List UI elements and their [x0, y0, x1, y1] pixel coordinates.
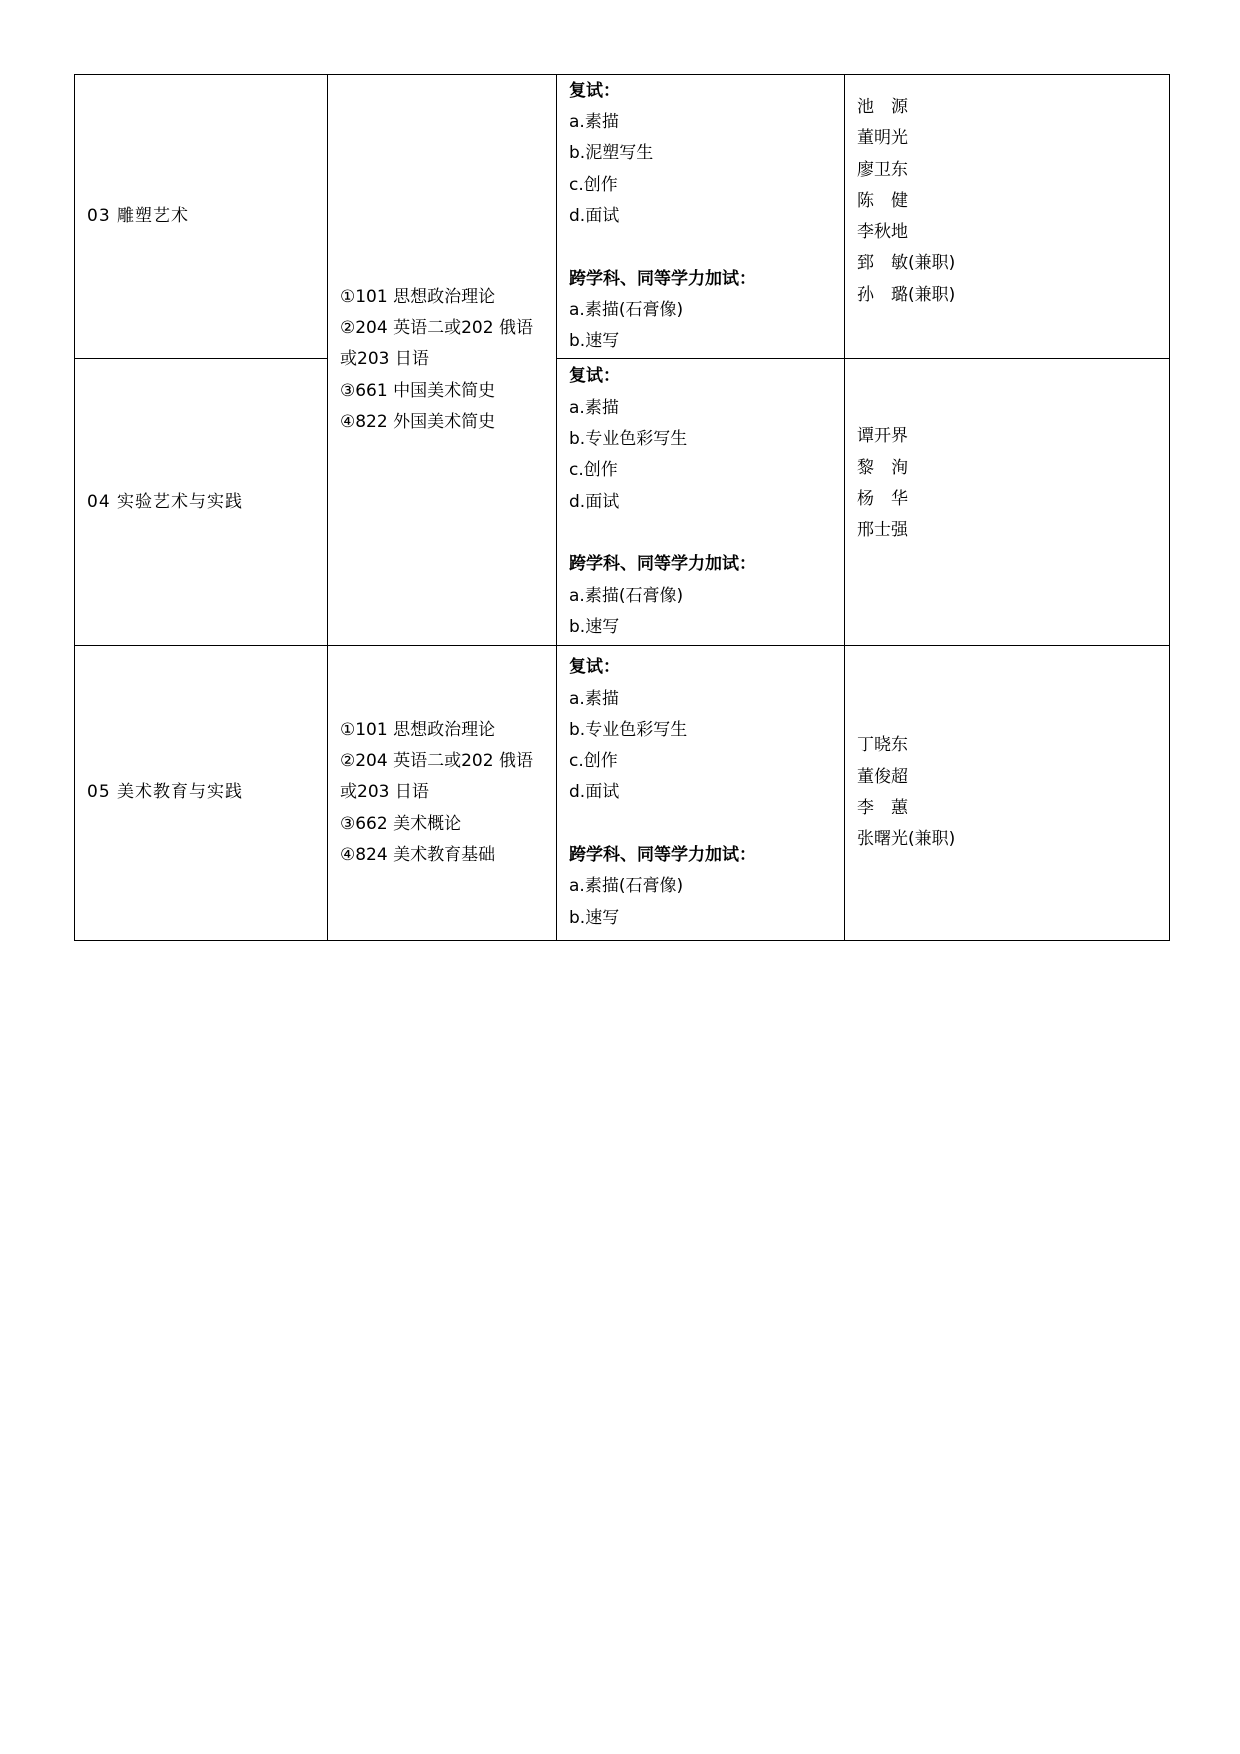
enrollment-table [74, 74, 1170, 941]
retest-item: d.面试 [569, 782, 620, 803]
advisor-name: 陈 健 [857, 190, 908, 211]
retest-item: b.泥塑写生 [569, 143, 654, 164]
advisors-cell [845, 646, 1170, 941]
exam-subject: ②204 英语二或202 俄语 [340, 751, 533, 772]
direction-label: 04 实验艺术与实践 [87, 491, 244, 512]
direction-cell [75, 75, 328, 359]
extra-test-item: a.素描(石膏像) [569, 299, 684, 320]
retest-item: c.创作 [569, 460, 618, 481]
exam-subject: 或203 日语 [340, 782, 429, 803]
extra-test-item: a.素描(石膏像) [569, 876, 684, 897]
retest-item: a.素描 [569, 688, 619, 709]
advisor-name: 池 源 [857, 97, 908, 117]
extra-test-title: 跨学科、同等学力加试： [569, 268, 756, 289]
extra-test-item: b.速写 [569, 331, 620, 352]
retest-item: b.专业色彩写生 [569, 429, 688, 450]
exam-subject: ②204 英语二或202 俄语 [340, 318, 533, 339]
exam-subject: ③662 美术概论 [340, 813, 462, 834]
exam-subjects-cell [328, 75, 557, 646]
advisor-name: 邢士强 [857, 520, 908, 541]
advisor-name: 廖卫东 [857, 159, 908, 180]
advisor-name: 谭开界 [857, 426, 908, 447]
retest-item: d.面试 [569, 491, 620, 512]
exam-subjects-cell [328, 646, 557, 941]
retest-item: c.创作 [569, 751, 618, 772]
direction-label: 03 雕塑艺术 [87, 206, 190, 227]
retest-title: 复试： [569, 366, 620, 387]
retest-item: c.创作 [569, 174, 618, 195]
advisors-cell [845, 75, 1170, 359]
table-row [75, 75, 1170, 359]
table-row [75, 646, 1170, 941]
retest-title: 复试： [569, 657, 620, 678]
exam-subject: ①101 思想政治理论 [340, 286, 496, 307]
exam-subject: ④822 外国美术简史 [340, 412, 496, 433]
retest-cell [557, 75, 845, 359]
advisor-name: 董俊超 [857, 766, 908, 787]
direction-cell [75, 646, 328, 941]
retest-cell [557, 359, 845, 646]
advisor-name: 丁晓东 [857, 735, 908, 756]
advisor-name: 杨 华 [857, 489, 908, 509]
retest-item: b.专业色彩写生 [569, 719, 688, 740]
direction-label: 05 美术教育与实践 [87, 782, 244, 803]
table-row [75, 359, 1170, 646]
extra-test-title: 跨学科、同等学力加试： [569, 554, 756, 575]
extra-test-item: a.素描(石膏像) [569, 585, 684, 606]
retest-item: a.素描 [569, 112, 619, 133]
exam-subject: 或203 日语 [340, 349, 429, 370]
retest-cell [557, 646, 845, 941]
advisor-name: 张曙光(兼职) [857, 829, 956, 850]
extra-test-title: 跨学科、同等学力加试： [569, 845, 756, 866]
advisor-name: 黎 洵 [857, 457, 908, 478]
advisor-name: 郅 敏(兼职) [857, 253, 956, 274]
advisor-name: 李秋地 [857, 222, 908, 243]
advisor-name: 孙 璐(兼职) [857, 284, 956, 305]
extra-test-item: b.速写 [569, 616, 620, 637]
extra-test-item: b.速写 [569, 907, 620, 928]
exam-subject: ④824 美术教育基础 [340, 845, 496, 866]
retest-item: d.面试 [569, 206, 620, 227]
exam-subject: ③661 中国美术简史 [340, 380, 496, 401]
advisors-cell [845, 359, 1170, 646]
direction-cell [75, 359, 328, 646]
retest-title: 复试： [569, 80, 620, 101]
advisor-name: 董明光 [857, 128, 908, 149]
advisor-name: 李 蕙 [857, 798, 908, 819]
retest-item: a.素描 [569, 397, 619, 418]
exam-subject: ①101 思想政治理论 [340, 719, 496, 740]
